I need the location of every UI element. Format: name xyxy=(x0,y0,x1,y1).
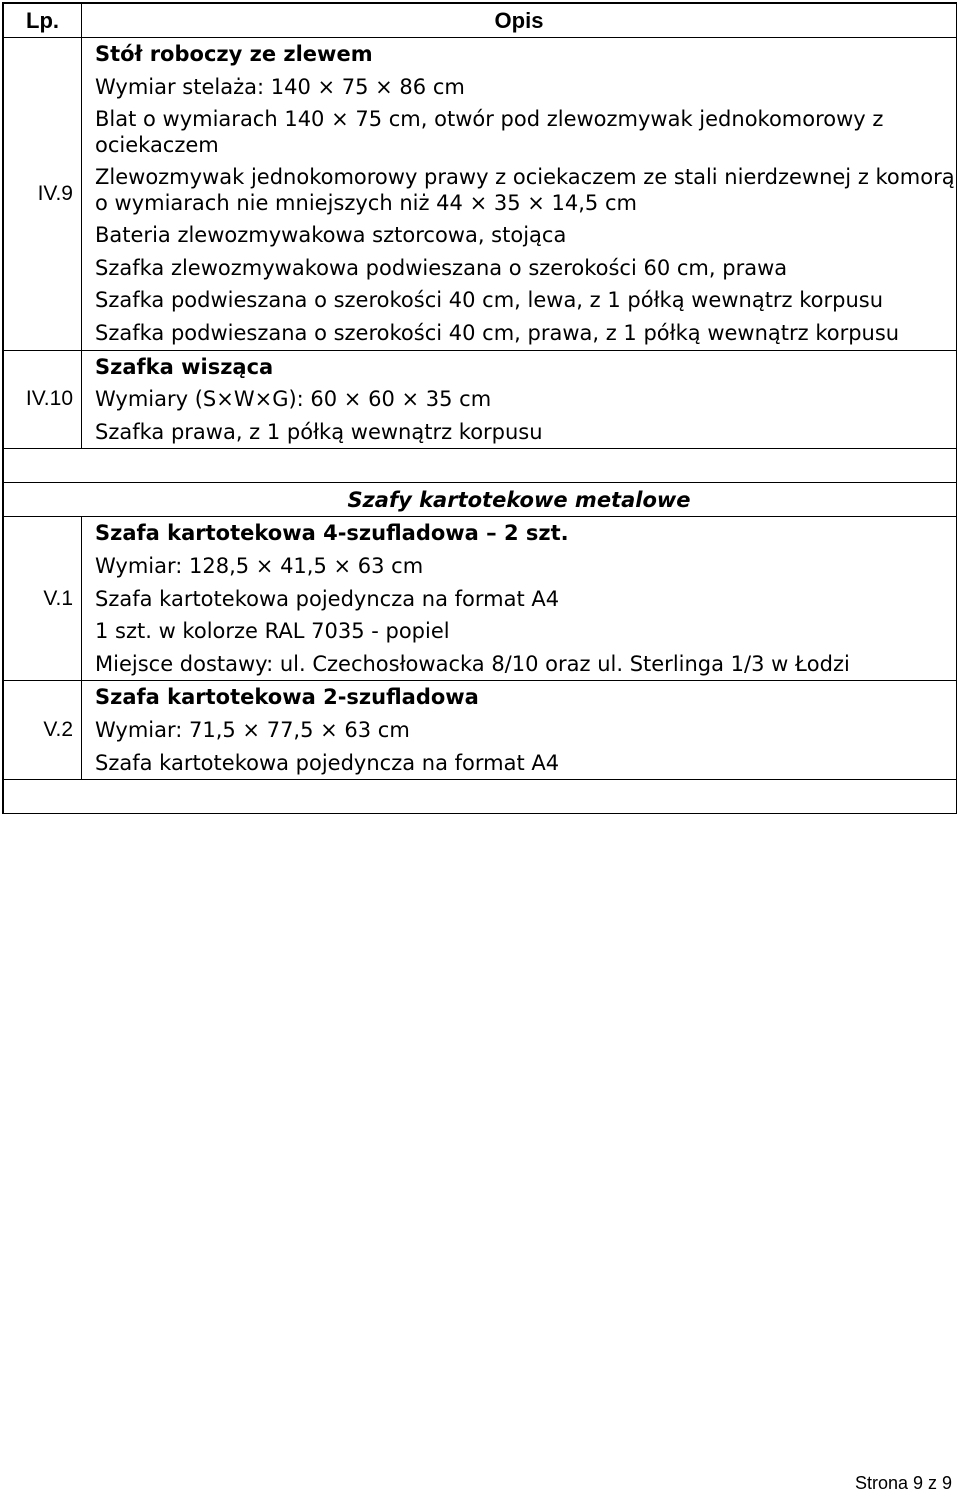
item-line: Bateria zlewozmywakowa sztorcowa, stojąca xyxy=(95,223,567,248)
section-title: Szafy kartotekowe metalowe xyxy=(347,487,691,512)
empty-row xyxy=(4,449,956,483)
item-title: Szafa kartotekowa 4-szufladowa – 2 szt. xyxy=(95,521,569,546)
row-number: IV.10 xyxy=(4,351,82,449)
page-number: Strona 9 z 9 xyxy=(854,1473,952,1493)
row-number: V.1 xyxy=(4,517,82,680)
section-row xyxy=(4,483,956,517)
empty-row xyxy=(4,780,956,813)
item-line: Szafka podwieszana o szerokości 40 cm, lewa, z 1 półką wewnątrz korpusu xyxy=(95,288,884,313)
table-header xyxy=(4,4,956,38)
table-row-iv9 xyxy=(4,38,956,351)
item-line: Wymiar: 71,5 × 77,5 × 63 cm xyxy=(95,717,410,742)
header-lp: Lp. xyxy=(4,4,82,37)
table-row-v1 xyxy=(4,517,956,681)
header-opis: Opis xyxy=(494,7,544,33)
item-line: Szafka podwieszana o szerokości 40 cm, prawa, z 1 półką wewnątrz korpusu xyxy=(95,320,900,345)
table-row-v2 xyxy=(4,681,956,780)
row-number: IV.9 xyxy=(4,38,82,350)
spec-table xyxy=(2,2,957,814)
item-line: Wymiar stelaża: 140 × 75 × 86 cm xyxy=(95,74,465,99)
item-line: Szafka prawa, z 1 półką wewnątrz korpusu xyxy=(95,419,543,444)
item-line: Szafa kartotekowa pojedyncza na format A4 xyxy=(95,586,560,611)
item-title: Szafa kartotekowa 2-szufladowa xyxy=(95,685,479,710)
item-line: Zlewozmywak jednokomorowy prawy z ociekaczem ze stali nierdzewnej z komorą o wymiarach nie mniejszych niż 44 × 35 × 14,5 cm xyxy=(95,165,955,216)
item-title: Szafka wisząca xyxy=(95,354,274,379)
row-description xyxy=(82,38,956,350)
item-title: Stół roboczy ze zlewem xyxy=(95,42,373,66)
row-number: V.2 xyxy=(4,681,82,779)
item-line: 1 szt. w kolorze RAL 7035 - popiel xyxy=(95,619,450,644)
row-description xyxy=(82,681,956,779)
item-line: Szafka zlewozmywakowa podwieszana o szerokości 60 cm, prawa xyxy=(95,255,788,280)
item-line: Miejsce dostawy: ul. Czechosłowacka 8/10 oraz ul. Sterlinga 1/3 w Łodzi xyxy=(95,651,850,676)
item-line: Wymiar: 128,5 × 41,5 × 63 cm xyxy=(95,553,424,578)
row-description xyxy=(82,517,956,680)
item-line: Szafa kartotekowa pojedyncza na format A4 xyxy=(95,750,560,775)
row-description xyxy=(82,351,956,449)
table-row-iv10 xyxy=(4,351,956,450)
item-line: Blat o wymiarach 140 × 75 cm, otwór pod zlewozmywak jednokomorowy z ociekaczem xyxy=(95,107,884,158)
item-line: Wymiary (S×W×G): 60 × 60 × 35 cm xyxy=(95,387,492,412)
